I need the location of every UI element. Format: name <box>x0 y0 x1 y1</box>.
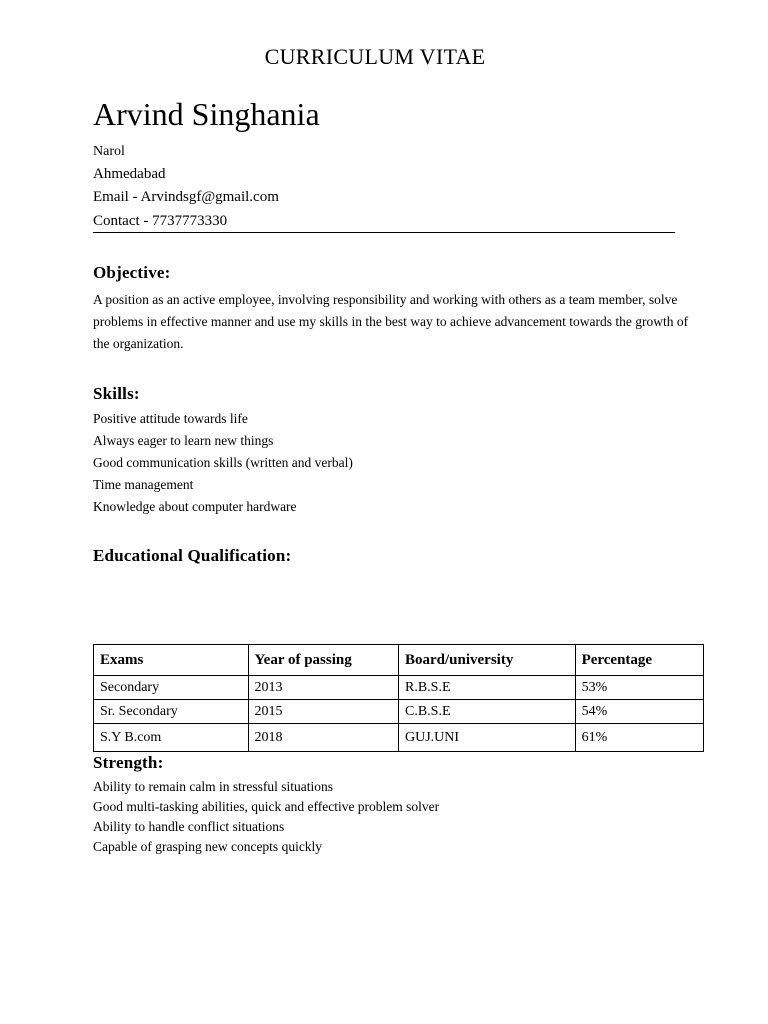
table-cell: Secondary <box>94 676 249 700</box>
table-cell: C.B.S.E <box>398 700 575 724</box>
skill-item: Positive attitude towards life <box>93 411 248 426</box>
skill-item: Good communication skills (written and verbal) <box>93 455 353 470</box>
column-header-exams: Exams <box>94 645 249 676</box>
skill-item: Knowledge about computer hardware <box>93 499 297 514</box>
document-title: CURRICULUM VITAE <box>264 44 486 69</box>
education-table <box>93 644 704 752</box>
email-line: Email - Arvindsgf@gmail.com <box>93 189 279 205</box>
strength-heading: Strength: <box>93 753 164 772</box>
table-cell: 54% <box>575 700 703 724</box>
table-cell: S.Y B.com <box>94 724 249 752</box>
strength-item: Ability to remain calm in stressful situations <box>93 779 333 794</box>
table-cell: 61% <box>575 724 703 752</box>
table-cell: 2013 <box>248 676 398 700</box>
skill-item: Time management <box>93 477 194 492</box>
strength-item: Ability to handle conflict situations <box>93 819 285 834</box>
header-divider <box>93 232 675 233</box>
contact-line: Contact - 7737773330 <box>93 213 228 229</box>
strength-item: Good multi-tasking abilities, quick and effective problem solver <box>93 799 440 814</box>
column-header-board: Board/university <box>398 645 575 676</box>
table-cell: Sr. Secondary <box>94 700 249 724</box>
table-cell: 53% <box>575 676 703 700</box>
column-header-year: Year of passing <box>248 645 398 676</box>
table-row <box>94 700 704 724</box>
table-row <box>94 724 704 752</box>
candidate-name: Arvind Singhania <box>93 96 320 132</box>
objective-text: A position as an active employee, involving responsibility and working with others as a team member, solve problems in effective manner and use my skills in the best way to achieve advancement towards the growth of the organization. <box>93 292 689 351</box>
strength-item: Capable of grasping new concepts quickly <box>93 839 323 854</box>
objective-heading: Objective: <box>93 263 171 282</box>
table-cell: 2018 <box>248 724 398 752</box>
education-heading: Educational Qualification: <box>93 546 292 565</box>
table-row <box>94 676 704 700</box>
table-header-row <box>94 645 704 676</box>
table-cell: R.B.S.E <box>398 676 575 700</box>
address-line-2: Ahmedabad <box>93 166 166 182</box>
column-header-percentage: Percentage <box>575 645 703 676</box>
skills-heading: Skills: <box>93 384 140 403</box>
skill-item: Always eager to learn new things <box>93 433 274 448</box>
address-line-1: Narol <box>93 144 125 159</box>
table-cell: 2015 <box>248 700 398 724</box>
table-cell: GUJ.UNI <box>398 724 575 752</box>
